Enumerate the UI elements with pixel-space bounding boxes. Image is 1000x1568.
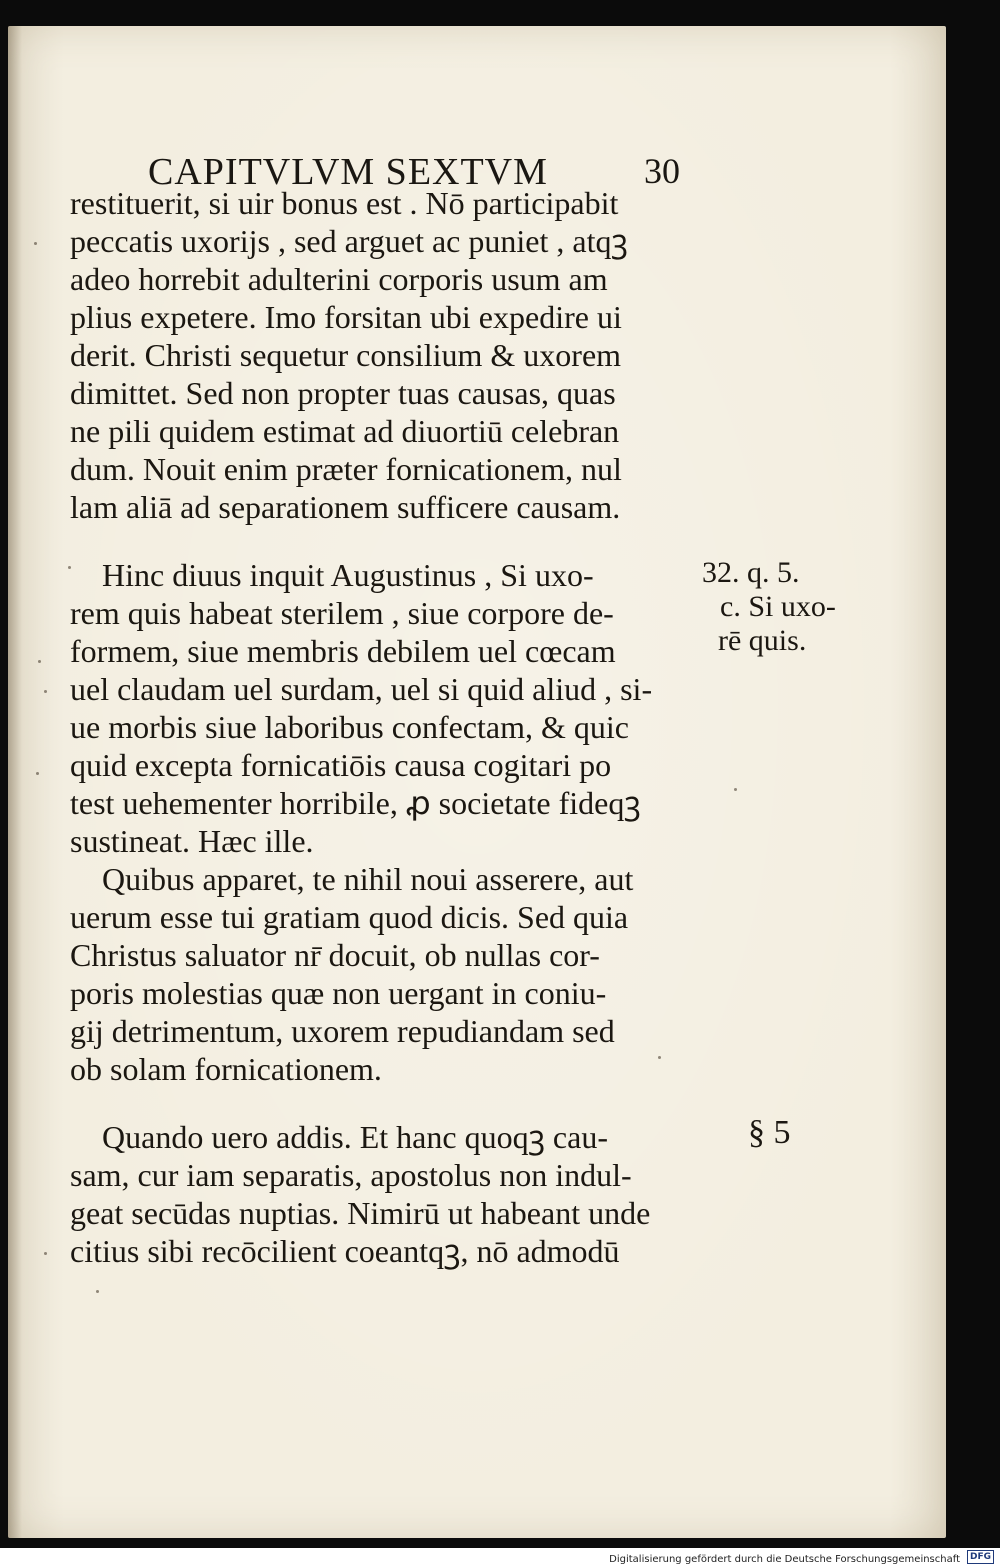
text-line: Christus saluator nr̄ docuit, ob nullas cor- [70, 937, 600, 973]
text-line: restituerit, si uir bonus est . Nō participabit [70, 185, 619, 221]
text-line: sustineat. Hæc ille. [70, 823, 314, 859]
text-line: adeo horrebit adulterini corporis usum am [70, 261, 608, 297]
marginal-note: rē quis. [718, 624, 807, 657]
text-line: Quando uero addis. Et hanc quoqꝫ cau- [102, 1119, 608, 1155]
paper-speck [68, 566, 71, 569]
text-line: peccatis uxorijs , sed arguet ac puniet , atqꝫ [70, 223, 628, 259]
marginal-note: 32. q. 5. [702, 556, 800, 589]
text-line: plius expetere. Imo forsitan ubi expedire ui [70, 299, 622, 335]
text-line: dimittet. Sed non propter tuas causas, quas [70, 375, 616, 411]
text-line: rem quis habeat sterilem , siue corpore de- [70, 595, 614, 631]
text-line: derit. Christi sequetur consilium & uxorem [70, 337, 622, 373]
paper-speck [36, 772, 39, 775]
footer-bar [0, 1548, 1000, 1568]
running-head: CAPITVLVM SEXTVM [148, 151, 548, 193]
paper-speck [658, 1056, 661, 1059]
text-line: geat secūdas nuptias. Nimirū ut habeant unde [70, 1195, 651, 1231]
text-line: ue morbis siue laboribus confectam, & quic [70, 709, 629, 745]
page-gutter-shadow [8, 26, 22, 1538]
text-line: Quibus apparet, te nihil noui asserere, aut [102, 861, 634, 897]
paper-speck [96, 1290, 99, 1293]
text-line: ne pili quidem estimat ad diuortiū celebran [70, 413, 620, 449]
funding-credit: Digitalisierung gefördert durch die Deutsche Forschungsgemeinschaft [609, 1554, 960, 1565]
text-line: uerum esse tui gratiam quod dicis. Sed quia [70, 899, 629, 935]
dfg-logo: DFG [967, 1550, 994, 1564]
book-page [8, 26, 946, 1538]
text-line: lam aliā ad separationem sufficere causam. [70, 489, 621, 525]
text-line: test uehementer horribile, ꝓ societate fideqꝫ [70, 785, 641, 821]
text-line: gij detrimentum, uxorem repudiandam sed [70, 1013, 615, 1049]
text-line: formem, siue membris debilem uel cœcam [70, 633, 616, 669]
paper-speck [734, 788, 737, 791]
paper-speck [34, 242, 37, 245]
paper-speck [38, 660, 41, 663]
text-line: quid excepta fornicatiōis causa cogitari po [70, 747, 612, 783]
text-line: Hinc diuus inquit Augustinus , Si uxo- [102, 557, 594, 593]
section-mark: § 5 [748, 1114, 791, 1151]
text-line: sam, cur iam separatis, apostolus non indul- [70, 1157, 632, 1193]
folio-number: 30 [644, 151, 680, 191]
paper-speck [44, 690, 47, 693]
paper-speck [44, 1252, 47, 1255]
text-line: poris molestias quæ non uergant in coniu- [70, 975, 607, 1011]
text-line: citius sibi recōcilient coeantqꝫ, nō admodū [70, 1233, 620, 1269]
text-line: ob solam fornicationem. [70, 1051, 382, 1087]
marginal-note: c. Si uxo- [720, 590, 836, 623]
text-line: uel claudam uel surdam, uel si quid aliud , si- [70, 671, 653, 707]
text-line: dum. Nouit enim prӕter fornicationem, nul [70, 451, 622, 487]
